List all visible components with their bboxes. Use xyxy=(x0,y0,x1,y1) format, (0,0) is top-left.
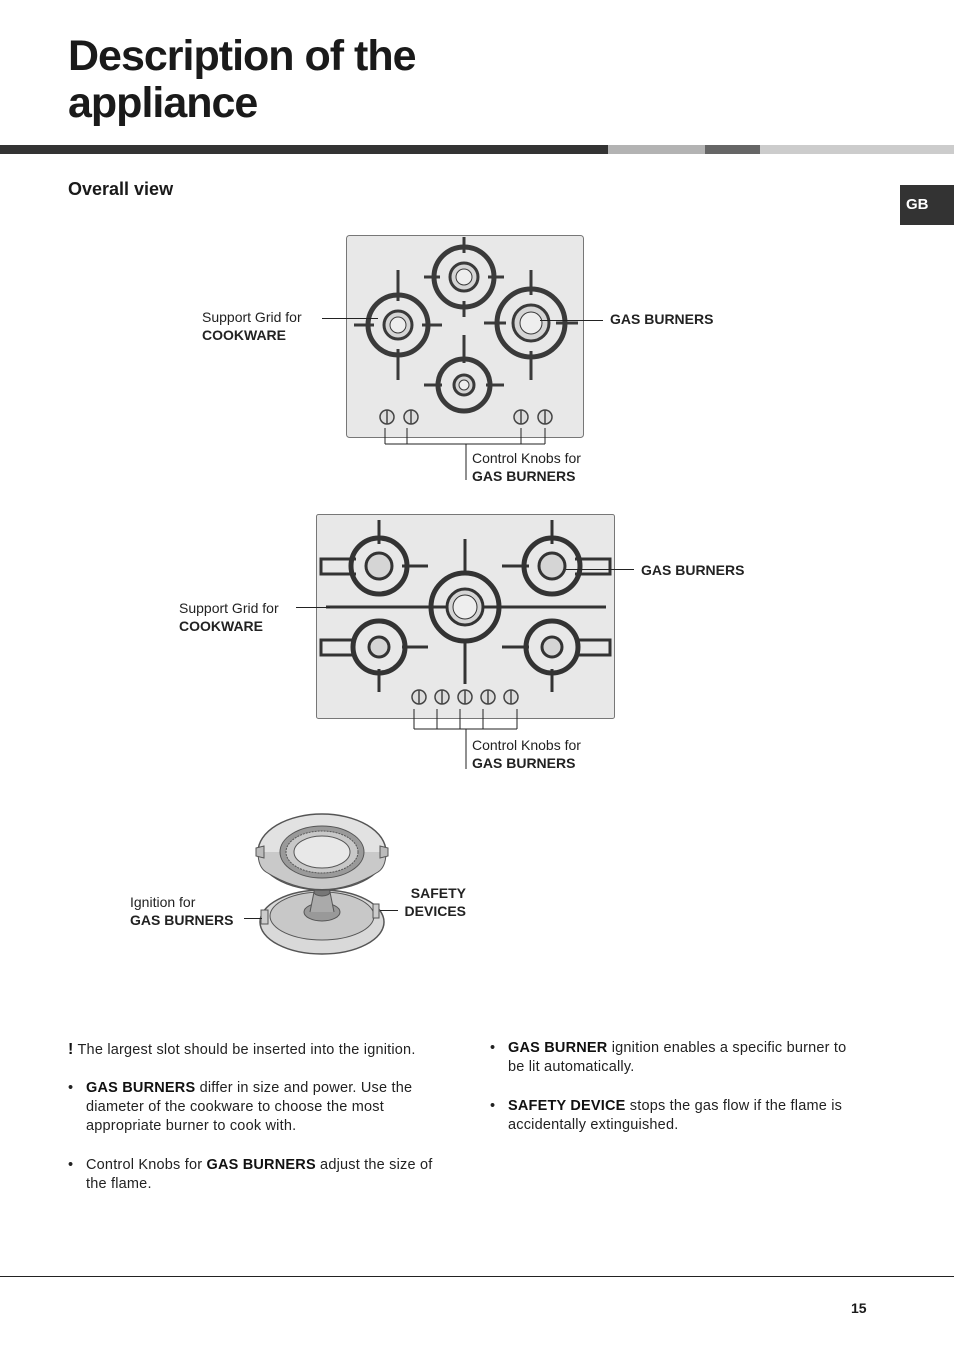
diagram3-safety-leader xyxy=(380,910,398,911)
bullet-gas-burners-size xyxy=(68,1079,442,1136)
diagram1-gas-burners-label xyxy=(610,310,713,328)
diagram1-cookware-text: COOKWARE xyxy=(202,327,286,343)
diagram1-gas-burners-text: GAS BURNERS xyxy=(610,311,714,327)
header-bar-pale xyxy=(760,145,954,154)
warning-note xyxy=(68,1040,448,1060)
diagram2-support-grid-text: Support Grid for xyxy=(179,600,279,616)
bullet-2-text-pre: Control Knobs for xyxy=(86,1157,207,1173)
bullet-marker: • xyxy=(490,1040,496,1056)
hob-5-burner-illustration xyxy=(316,514,615,719)
diagram1-knobs-burners-text: GAS BURNERS xyxy=(472,468,576,484)
diagram3-safety-label xyxy=(401,884,466,920)
bullet-marker: • xyxy=(68,1080,74,1096)
page-number: 15 xyxy=(851,1300,867,1316)
bullet-1-bold: GAS BURNERS xyxy=(86,1080,196,1096)
section-title: Overall view xyxy=(68,179,174,199)
page-title-line-1: Description of the xyxy=(68,32,416,80)
header-bar-light xyxy=(608,145,705,154)
header-bar-dark xyxy=(0,145,608,154)
bullet-2-bold: GAS BURNERS xyxy=(206,1157,316,1173)
warning-text: The largest slot should be inserted into the ignition. xyxy=(77,1042,416,1058)
page-title xyxy=(68,33,416,127)
diagram2-knobs-text: Control Knobs for xyxy=(472,737,581,753)
diagram2-support-grid-leader xyxy=(296,607,330,608)
bullet-marker: • xyxy=(490,1098,496,1114)
diagram3-ignition-label xyxy=(130,893,233,929)
diagram3-ignition-leader xyxy=(244,918,262,919)
bullet-gas-burner-ignition xyxy=(490,1039,856,1077)
bullet-4-bold: SAFETY DEVICE xyxy=(508,1098,626,1114)
bullet-1-text: differ in size and power. Use the diameter of the cookware to choose the most appropriate burner to cook with. xyxy=(86,1080,413,1134)
bullet-2-text: adjust the size of the flame. xyxy=(86,1157,433,1192)
diagram2-knobs-burners-text: GAS BURNERS xyxy=(472,755,576,771)
hob-4-burner-illustration xyxy=(346,235,584,438)
diagram2-knobs-label xyxy=(472,736,581,772)
warning-mark: ! xyxy=(68,1041,74,1058)
bullet-3-text: ignition enables a specific burner to be lit automatically. xyxy=(508,1040,847,1075)
burner-exploded-illustration xyxy=(252,812,392,957)
diagram3-ignition-text: Ignition for xyxy=(130,894,196,910)
diagram2-support-grid-label xyxy=(179,599,279,635)
diagram3-ignition-burners-text: GAS BURNERS xyxy=(130,912,234,928)
language-tab: GB xyxy=(900,185,954,225)
footer-rule xyxy=(0,1276,954,1277)
diagram2-gas-burners-text: GAS BURNERS xyxy=(641,562,745,578)
bullet-safety-device xyxy=(490,1097,856,1135)
header-bar-mid xyxy=(705,145,760,154)
bullet-4-text: stops the gas flow if the flame is accidentally extinguished. xyxy=(508,1098,843,1133)
diagram1-support-grid-leader xyxy=(322,318,378,319)
diagram1-support-grid-label xyxy=(202,308,302,344)
diagram1-support-grid-text: Support Grid for xyxy=(202,309,302,325)
page-title-line-2: appliance xyxy=(68,79,258,127)
diagram1-gas-burners-leader xyxy=(540,320,603,321)
diagram1-knobs-text: Control Knobs for xyxy=(472,450,581,466)
diagram2-gas-burners-label xyxy=(641,561,744,579)
bullet-marker: • xyxy=(68,1157,74,1173)
diagram1-knobs-label xyxy=(472,449,581,485)
diagram3-devices-text: DEVICES xyxy=(404,903,466,919)
diagram2-gas-burners-leader xyxy=(566,569,634,570)
bullet-3-bold: GAS BURNER xyxy=(508,1040,608,1056)
bullet-control-knobs xyxy=(68,1156,442,1194)
diagram2-cookware-text: COOKWARE xyxy=(179,618,263,634)
diagram3-safety-text: SAFETY xyxy=(410,885,466,901)
